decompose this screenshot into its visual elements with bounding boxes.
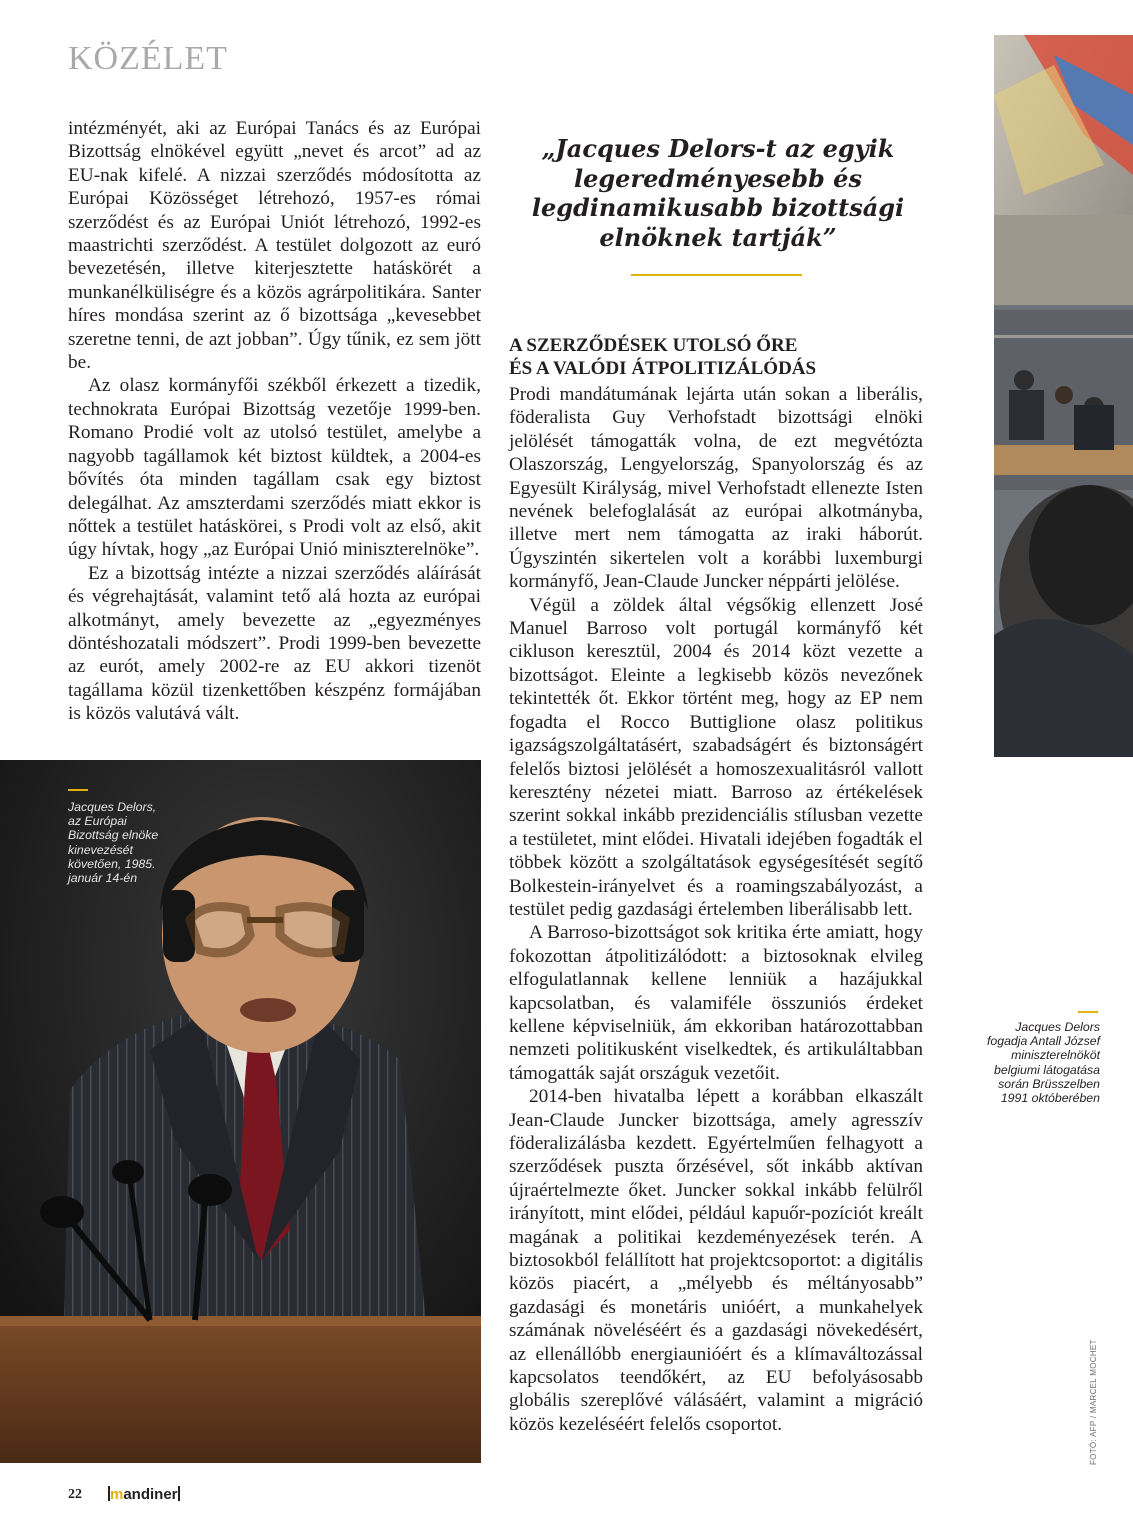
- caption-line: Jacques Delors,: [68, 800, 157, 814]
- subheading: [509, 334, 923, 381]
- caption-line: fogadja Antall József: [986, 1034, 1100, 1049]
- left-column: [68, 117, 481, 726]
- photo-credit: [1089, 1339, 1103, 1465]
- caption-line: belgiumi látogatása: [994, 1062, 1100, 1077]
- photo-credit-text: FOTÓ: AFP / MARCEL MOCHET: [1089, 1339, 1098, 1465]
- caption-line: az Európai: [68, 814, 127, 829]
- subheading-line: A SZERZŐDÉSEK UTOLSÓ ŐRE: [509, 335, 798, 356]
- logo-text: andiner: [123, 1486, 178, 1503]
- paragraph: 2014-ben hivatalba lépett a korábban elkaszált Jean-Claude Juncker bizottsága, amely agresszív föderalizálásba kezdett. Egyértelműen felhagyott a szerződések puszta őrzésével, sőt inkább aktívan újraértelmezte őket. Juncker sokkal inkább felülről irányított, mint elődei, például kapuőr-pozíciót kreált magának a politikai kezdeményezések terén. A biztosokból felállított hat projektcsoportot: a digitális közös piacért, a „mélyebb és méltányosabb” gazdasági és monetáris unióért, a munkahelyek számának növeléséért és a gazdasági növekedésért, az ellenállóbb energiaunióért és a klímaváltozással kapcsolatos teendőkért, az EU befolyásosabb globális szereplővé válásáért, valamint a migráció közös kezeléséért felelős csoportot.: [509, 1086, 923, 1435]
- photo-caption-right: [960, 1020, 1100, 1105]
- caption-line: kinevezését: [68, 842, 133, 857]
- meeting-photo: [994, 35, 1133, 757]
- quote-divider: [631, 274, 802, 276]
- subheading-line: ÉS A VALÓDI ÁTPOLITIZÁLÓDÁS: [509, 358, 817, 380]
- paragraph: intézményét, aki az Európai Tanács és az Európai Bizottság elnökével együtt „nevet és arcot” ad az EU-nak kifelé. A nizzai szerződés módosította az Európai Közösséget létrehozó, 1957-es római szerződést és az Európai Uniót létrehozó, 1992-es maastrichti szerződést. A testület dolgozott az euró bevezetésén, illetve kiterjesztette hatáskörét a munkanélküliségre és a közös agrárpolitikára. Santer híres mondása szerint az ő bizottsága „kevesebbet szeretne tenni, de azt jobban”. Úgy tűnik, ez sem jött be.: [68, 118, 481, 374]
- caption-marker: [1078, 1011, 1098, 1013]
- caption-line: miniszterelnököt: [1011, 1048, 1100, 1063]
- meeting-photo-illustration: [994, 35, 1133, 757]
- page-number: 22: [68, 1487, 82, 1502]
- caption-marker: [68, 789, 88, 791]
- caption-line: követően, 1985.: [68, 856, 156, 871]
- right-column: [509, 383, 923, 1436]
- caption-line: Bizottság elnöke: [68, 828, 159, 843]
- paragraph: Az olasz kormányfői székből érkezett a tizedik, technokrata Európai Bizottság vezetője 1999-ben. Romano Prodié volt az utolsó testület, amelybe a nagyobb tagállamok két biztost küldtek, a 2004-es bővítés óta minden tagállam csak egy biztost delegálhat. Az amszterdami szerződés miatt ekkor is nőttek a testület hatáskörei, s Prodi volt az első, akit úgy hívtak, hogy „az Európai Unió miniszterelnöke”.: [68, 375, 481, 561]
- caption-line: során Brüsszelben: [998, 1076, 1100, 1091]
- logo-letter: m: [110, 1486, 124, 1503]
- photo-caption-left: [68, 800, 218, 885]
- paragraph: Prodi mandátumának lejárta után sokan a liberális, föderalista Guy Verhofstadt bizottsági elnöki jelölését támogatták volna, de ezt megvétózta Olaszország, Lengyelország, Spanyolország és az Egyesült Királyság, mivel Verhofstadt ellenezte Isten nevének belefoglalását az európai alkotmányba, illetve mert nem támogatta az iraki háborút. Úgyszintén sikertelen volt a korábbi luxemburgi kormányfő, Jean-Claude Juncker néppárti jelölése.: [509, 384, 923, 593]
- section-label: KÖZÉLET: [68, 40, 228, 77]
- pull-quote: „Jacques Delors-t az egyik legeredményesebb és legdinamikusabb bizottsági elnöknek tartják”: [531, 134, 905, 252]
- brand-logo: [108, 1486, 180, 1503]
- delors-photo: [0, 760, 481, 1463]
- paragraph: Ez a bizottság intézte a nizzai szerződés aláírását és végrehajtását, valamint tető alá hozta az európai alkotmányt, amely bevezette az „egyezményes döntéshozatali módszert”. Prodi 1999-ben bevezette az eurót, amely 2002-re az EU akkori tizenöt tagállama közül tizenkettőben készpénz formájában is közös valutává vált.: [68, 562, 481, 725]
- logo-bar-right: [178, 1486, 180, 1501]
- caption-line: január 14-én: [68, 871, 138, 886]
- paragraph: A Barroso-bizottságot sok kritika érte amiatt, hogy fokozottan átpolitizálódott: a biztosoknak elvileg elfogulatlannak kellene lenniük a hazájukkal kapcsolatban, és valamiféle összuniós érdeket kellene képviselniük, ám ekkoriban határozottabban nemzeti politikusként viselkedtek, és artikuláltabban támogatták saját országuk vezetőit.: [509, 922, 923, 1084]
- caption-line: 1991 októberében: [1000, 1091, 1100, 1106]
- caption-line: Jacques Delors: [1015, 1020, 1100, 1034]
- paragraph: Végül a zöldek által végsőkig ellenzett José Manuel Barroso volt portugál kormányfő két cikluson keresztül, 2004 és 2014 közt vezette a bizottságot. Eleinte a legkisebb közös nevezőnek tekintették őt. Ekkor történt meg, hogy az EP nem fogadta el Rocco Buttiglione olasz politikus igazságszolgáltatásért, szabadságért és biztonságért felelős biztosi jelölését a homoszexualitásról vallott keresztény nézetei miatt. Barroso az értékelések szerint sokkal inkább prezidenciális stílusban vezette a testületet, mint elődei. Hivatali idejében fogadták el többek között a szolgáltatások egységesítését segítő Bolkestein-irányelvet és a roamingszabályozást, a testület pedig gazdasági értelemben liberálisabb lett.: [509, 594, 923, 920]
